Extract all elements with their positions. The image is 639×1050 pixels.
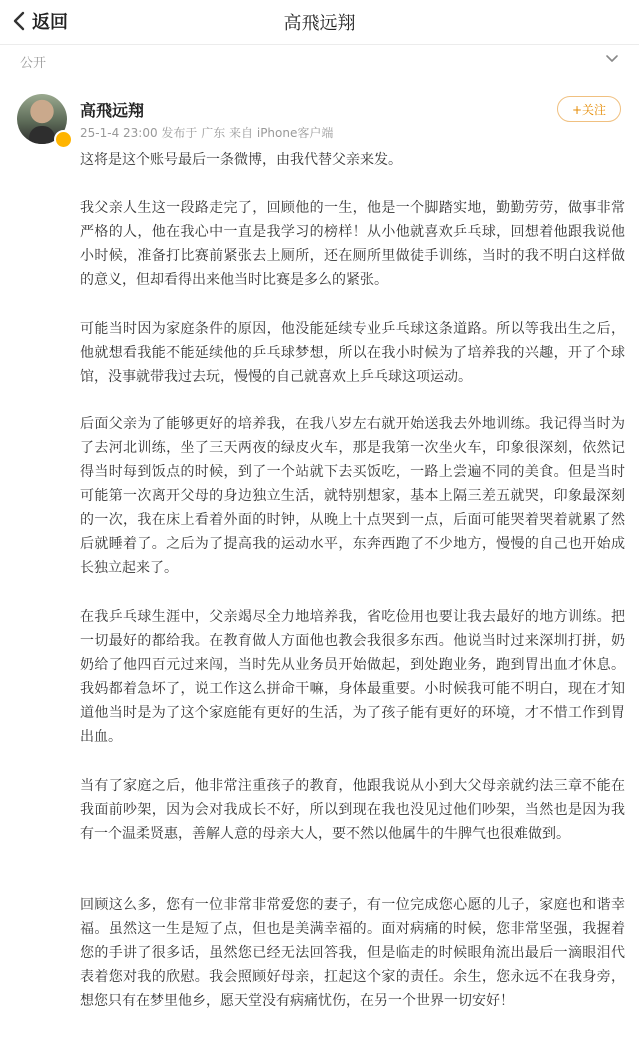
visibility-label[interactable]: 公开 (20, 56, 47, 71)
post-paragraph: 在我乒乓球生涯中，父亲竭尽全力地培养我，省吃俭用也要让我去最好的地方训练。把一切最好的都给我。在教育做人方面他也教会我很多东西。他说当时过来深圳打拼，奶奶给了他四百元过来闯，当时先从业务员开始做起，到处跑业务，跑到胃出血才休息。我妈都着急坏了，说工作这么拼命干嘛，身体最重要。小时候我可能不明白，现在才知道他当时是为了这个家庭能有更好的生活，为了孩子能有更好的环境，才不惜工作到胃出血。 (80, 609, 625, 745)
back-label: 返回 (32, 12, 68, 33)
post-paragraph: 可能当时因为家庭条件的原因，他没能延续专业乒乓球这条道路。所以等我出生之后，他就想看我能不能延续他的乒乓球梦想，所以在我小时候为了培养我的兴趣，开了个球馆，没事就带我过去玩，慢慢的自己就喜欢上乒乓球这项运动。 (80, 321, 625, 385)
page-title: 高飛远翔 (283, 13, 356, 34)
post-paragraph: 回顾这么多，您有一位非常非常爱您的妻子，有一位完成您心愿的儿子，家庭也和谐幸福。虽然这一生是短了点，但也是美满幸福的。面对病痛的时候，您非常坚强，我握着您的手讲了很多话，虽然您已经无法回答我，但是临走的时候眼角流出最后一滴眼泪代表着您对我的欣慰。我会照顾好母亲，扛起这个家的责任。余生，您永远不在我身旁，想您只有在梦里他乡，愿天堂没有病痛忧伤，在另一个世界一切安好！ (80, 897, 625, 1009)
chevron-down-icon[interactable] (605, 54, 619, 64)
top-bar (0, 0, 639, 44)
post-paragraph: 后面父亲为了能够更好的培养我，在我八岁左右就开始送我去外地训练。我记得当时为了去河北训练，坐了三天两夜的绿皮火车，那是我第一次坐火车，印象很深刻，依然记得当时每到饭点的时候，到了一个站就下去买饭吃，一路上尝遍不同的美食。但是当时可能第一次离开父母的身边独立生活，就特别想家，基本上隔三差五就哭，印象最深刻的一次，我在床上看着外面的时钟，从晚上十点哭到一点，后面可能哭着哭着就累了然后就睡着了。之后为了提高我的运动水平，东奔西跑了不少地方，慢慢的自己也开始成长独立起来了。 (80, 416, 625, 576)
post-paragraph: 当有了家庭之后，他非常注重孩子的教育，他跟我说从小到大父母亲就约法三章不能在我面前吵架，因为会对我成长不好，所以到现在我也没见过他们吵架，当然也是因为我有一个温柔贤惠，善解人意的母亲大人，要不然以他属牛的牛脾气也很难做到。 (80, 778, 625, 842)
verified-badge-icon (54, 130, 73, 149)
header-divider (0, 44, 639, 45)
follow-button[interactable]: +关注 (557, 96, 621, 122)
post-paragraph: 我父亲人生这一段路走完了，回顾他的一生，他是一个脚踏实地，勤勤劳劳，做事非常严格的人，他在我心中一直是我学习的榜样！从小他就喜欢乒乓球，回想着他跟我说他小时候，准备打比赛前紧张去上厕所，还在厕所里做徒手训练，当时的我不明白这样做的意义，但却看得出来他当时比赛是多么的紧张。 (80, 200, 625, 288)
post-meta: 25-1-4 23:00 发布于 广东 来自 iPhone客户端 (80, 126, 334, 140)
author-name[interactable]: 高飛远翔 (80, 101, 145, 120)
post-paragraph: 这将是这个账号最后一条微博，由我代替父亲来发。 (80, 152, 402, 168)
